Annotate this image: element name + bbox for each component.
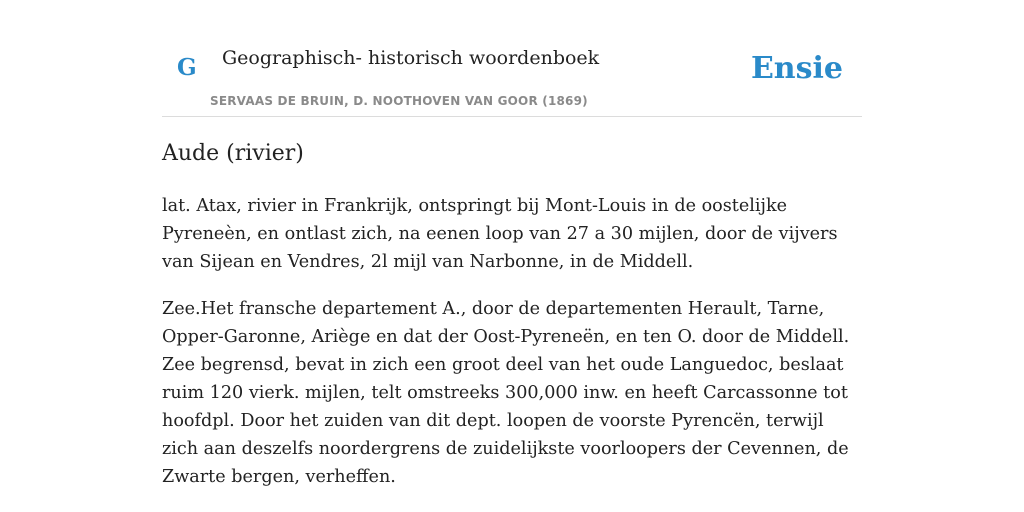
page-content: [162, 0, 862, 487]
dictionary-title[interactable]: Geographisch- historisch woordenboek: [222, 47, 600, 69]
dictionary-author: SERVAAS DE BRUIN, D. NOOTHOVEN VAN GOOR (1869): [210, 94, 588, 108]
ensie-logo-link[interactable]: Ensie: [750, 51, 843, 86]
entry-paragraph: lat. Atax, rivier in Frankrijk, ontspringt bij Mont-Louis in de oostelijke Pyreneèn, en ontlast zich, na eenen loop van 27 a 30 mijlen, door de vijvers van Sijean en Vendres, 2l mijl van Narbonne, in de Middell.: [162, 196, 838, 272]
entry-paragraph: Zee.Het fransche departement A., door de departementen Herault, Tarne, Opper-Garonne, Ariège en dat der Oost-Pyreneën, en ten O. door de Middell. Zee begrensd, bevat in zich een groot deel van het oude Languedoc, beslaat ruim 120 vierk. mijlen, telt omstreeks 300,000 inw. en heeft Carcassonne tot hoofdpl. Door het zuiden van dit dept. loopen de voorste Pyrencën, terwijl zich aan deszelfs noordergrens de zuidelijkste voorloopers der Cevennen, de Zwarte bergen, verheffen.: [162, 299, 850, 487]
dictionary-logo-letter[interactable]: G: [177, 54, 197, 81]
dictionary-header: [162, 0, 862, 117]
entry-title: Aude (rivier): [162, 141, 304, 166]
